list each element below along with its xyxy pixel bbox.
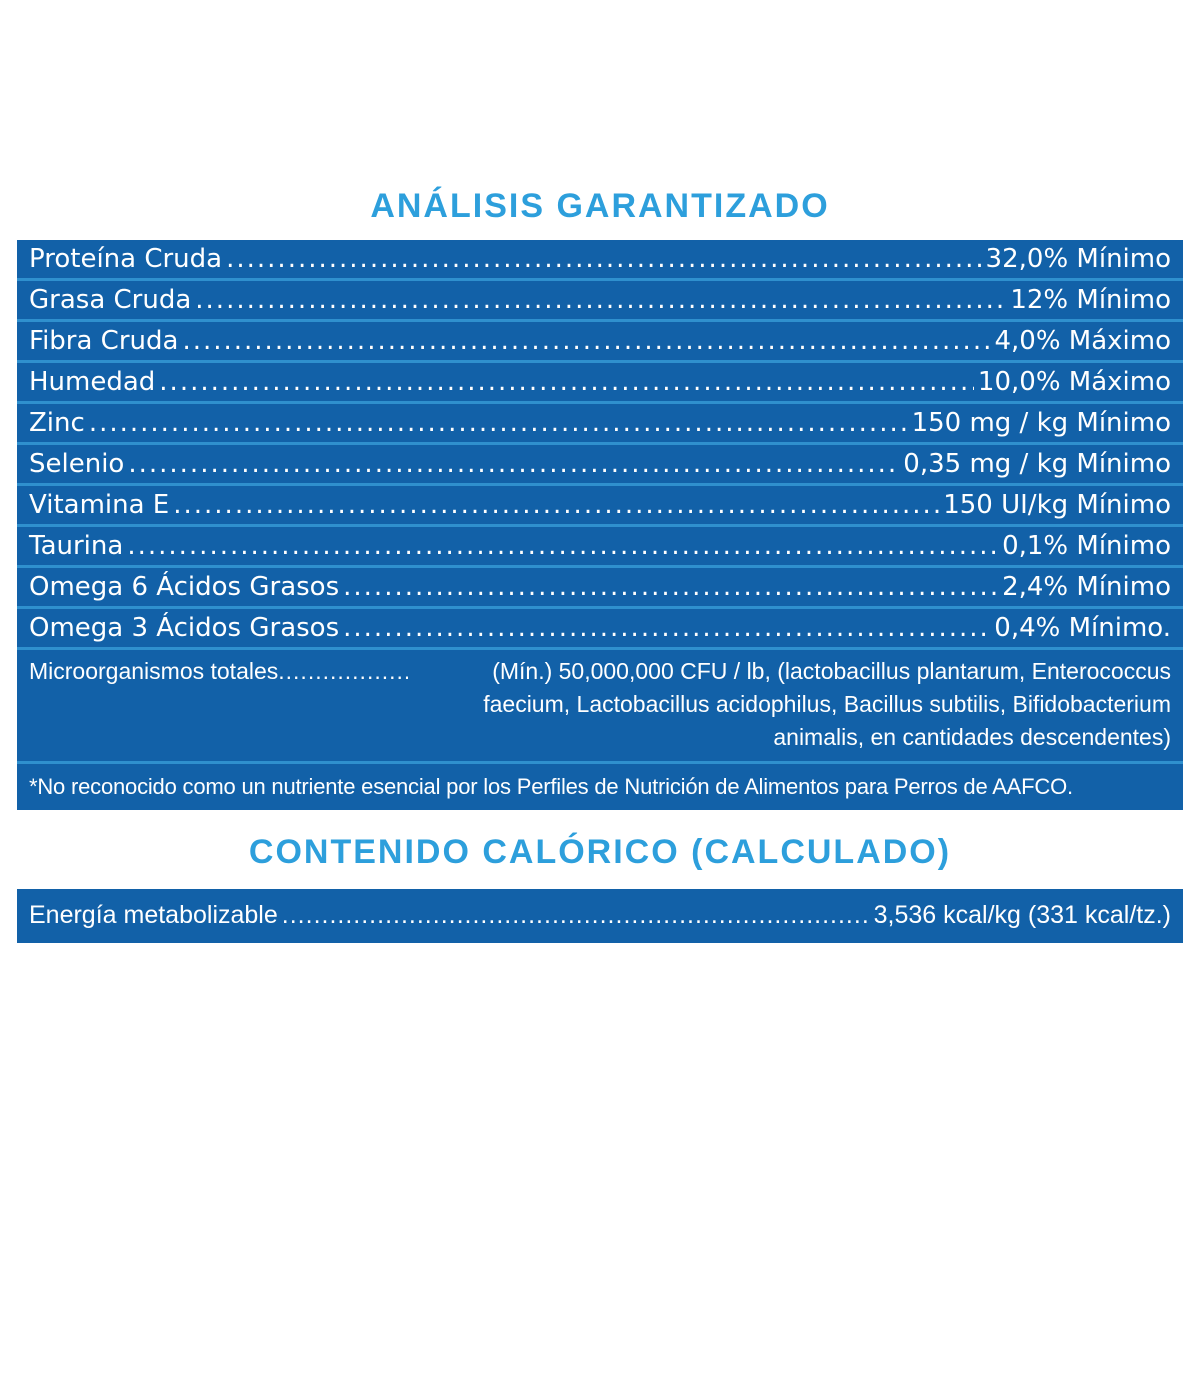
dot-leader xyxy=(343,572,998,602)
nutrient-label: Microorganismos totales xyxy=(29,657,279,684)
table-row-omega3 xyxy=(17,606,1183,647)
nutrient-value: 32,0% Mínimo xyxy=(985,243,1171,274)
aafco-footnote-text: *No reconocido como un nutriente esencial por los Perfiles de Nutrición de Alimentos para Perros de AAFCO. xyxy=(29,773,1073,799)
nutrient-value: 150 mg / kg Mínimo xyxy=(911,407,1171,438)
nutrient-label: Omega 6 Ácidos Grasos xyxy=(29,571,340,602)
table-row-microorganisms xyxy=(17,647,1183,761)
nutrient-value: 2,4% Mínimo xyxy=(1002,571,1171,602)
aafco-footnote-row xyxy=(17,761,1183,810)
nutrient-label: Taurina xyxy=(29,530,124,561)
dot-leader xyxy=(182,326,990,356)
dot-leader xyxy=(195,285,1006,315)
table-row-vitamina-e xyxy=(17,483,1183,524)
nutrient-label: Fibra Cruda xyxy=(29,325,179,356)
nutrient-value: (Mín.) 50,000,000 CFU / lb, (lactobacillus plantarum, Enterococcus faecium, Lactobacillus acidophilus, Bacillus subtilis, Bifidobacterium animalis, en cantidades descendentes) xyxy=(483,657,1171,750)
nutrient-value: 3,536 kcal/kg (331 kcal/tz.) xyxy=(873,901,1171,930)
nutrient-value: 10,0% Máximo xyxy=(977,366,1171,397)
dot-leader xyxy=(226,244,981,274)
nutrient-value: 4,0% Máximo xyxy=(994,325,1171,356)
caloric-content-table xyxy=(17,889,1183,943)
table-row-fibra-cruda xyxy=(17,319,1183,360)
dot-leader xyxy=(343,613,990,643)
nutrient-label: Omega 3 Ácidos Grasos xyxy=(29,612,340,643)
nutrient-value: 0,4% Mínimo. xyxy=(994,612,1171,643)
dot-leader xyxy=(127,531,998,561)
guaranteed-analysis-table xyxy=(17,240,1183,810)
dot-leader xyxy=(159,367,974,397)
table-row-omega6 xyxy=(17,565,1183,606)
dot-leader xyxy=(278,655,408,688)
nutrient-value: 150 UI/kg Mínimo xyxy=(943,489,1171,520)
table-row-energia-metabolizable xyxy=(17,889,1183,943)
nutrient-label: Humedad xyxy=(29,366,156,397)
guaranteed-analysis-title: ANÁLISIS GARANTIZADO xyxy=(370,187,830,225)
nutrient-label: Grasa Cruda xyxy=(29,284,192,315)
nutrient-value: 0,35 mg / kg Mínimo xyxy=(903,448,1171,479)
dot-leader xyxy=(128,449,899,479)
nutrient-label: Selenio xyxy=(29,448,125,479)
nutrient-label: Vitamina E xyxy=(29,489,170,520)
table-row-selenio xyxy=(17,442,1183,483)
nutrient-label: Energía metabolizable xyxy=(29,901,278,930)
dot-leader xyxy=(89,408,908,438)
nutrient-label: Proteína Cruda xyxy=(29,243,223,274)
nutrient-value: 0,1% Mínimo xyxy=(1002,530,1171,561)
table-row-proteina-cruda xyxy=(17,240,1183,278)
caloric-content-title: CONTENIDO CALÓRICO (CALCULADO) xyxy=(248,832,952,871)
dot-leader xyxy=(282,901,870,930)
nutrient-label: Zinc xyxy=(29,407,85,438)
table-row-grasa-cruda xyxy=(17,278,1183,319)
dot-leader xyxy=(173,490,939,520)
table-row-taurina xyxy=(17,524,1183,565)
table-row-zinc xyxy=(17,401,1183,442)
nutrient-value: 12% Mínimo xyxy=(1010,284,1171,315)
table-row-humedad xyxy=(17,360,1183,401)
